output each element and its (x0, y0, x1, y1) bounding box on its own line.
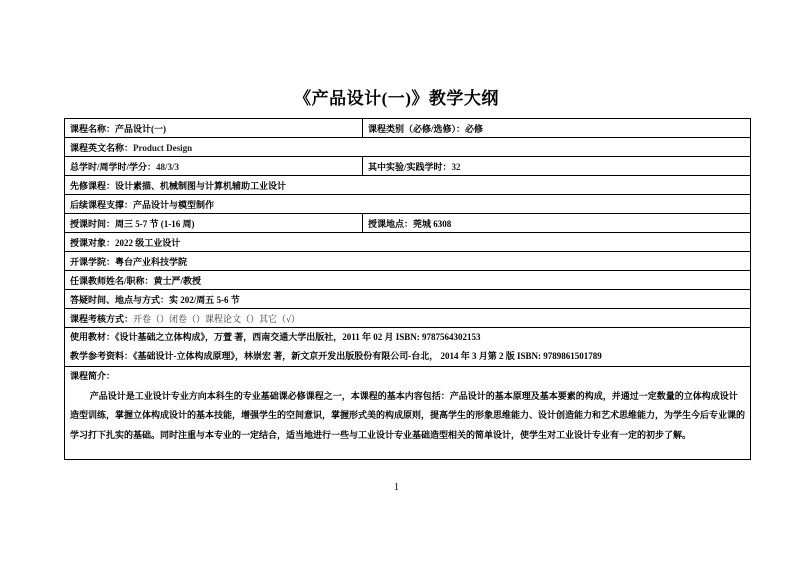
textbook: 《设计基础之立体构成》，万萱 著，西南交通大学出版社，2011 年 02 月 ISBN: 9787564302153 (115, 332, 481, 342)
lab-hours-cell (363, 157, 751, 176)
field-label: 授课对象： (70, 237, 116, 248)
reference: 《基础设计-立体构成原理》，林崇宏 著，新文京开发出版股份有限公司-台北， 2014 年 3 月第 2 版 ISBN: 9789861501789 (133, 351, 602, 361)
table-row (65, 252, 751, 271)
table-row (65, 290, 751, 309)
field-label: 课程名称： (70, 123, 116, 134)
field-label: 课程类别（必修/选修）： (368, 123, 466, 134)
textbook-line (70, 328, 750, 347)
teacher-cell (65, 271, 751, 290)
table-row (65, 195, 751, 214)
qa-cell (65, 290, 751, 309)
category-cell (363, 119, 751, 138)
field-label: 课程考核方式： (70, 313, 134, 324)
table-row (65, 328, 751, 367)
college: 粤台产业科技学院 (115, 256, 188, 267)
document-title: 《产品设计(一)》教学大纲 (294, 89, 499, 108)
table-row (65, 214, 751, 233)
audience-cell (65, 233, 751, 252)
qa: 实 202/周五 5-6 节 (169, 294, 240, 305)
field-label: 使用教材： (70, 332, 116, 342)
table-row (65, 157, 751, 176)
hours-cell (65, 157, 363, 176)
field-label: 总学时/周学时/学分： (70, 161, 157, 172)
field-label: 任课教师姓名/职称： (70, 275, 154, 286)
english-name: Product Design (133, 142, 193, 153)
field-label: 教学参考资料： (70, 351, 134, 361)
field-label: 授课时间： (70, 218, 116, 229)
reference-line (70, 347, 750, 366)
place: 莞城 6308 (413, 218, 452, 229)
college-cell (65, 252, 751, 271)
field-label: 其中实验/实践学时： (368, 161, 452, 172)
page-number: 1 (394, 482, 399, 493)
materials-cell (65, 328, 751, 367)
table-row (65, 271, 751, 290)
intro-cell (65, 367, 751, 460)
field-label: 先修课程： (70, 180, 116, 191)
course-name-cell (65, 119, 363, 138)
prereq-cell (65, 176, 751, 195)
exam-cell (65, 309, 751, 328)
field-label: 答疑时间、地点与方式： (70, 294, 170, 305)
exam: 开卷（）闭卷（）课程论文（）其它（√） (133, 313, 300, 324)
prereq: 设计素描、机械制图与计算机辅助工业设计 (115, 180, 287, 191)
english-name-cell (65, 138, 751, 157)
hours: 48/3/3 (156, 161, 180, 172)
intro-label: 课程简介： (70, 371, 116, 381)
teacher: 黄士严/教授 (153, 275, 202, 286)
course-name: 产品设计(一) (115, 123, 167, 134)
intro-text: 产品设计是工业设计专业方向本科生的专业基础课必修课程之一，本课程的基本内容包括：产品设计的基本原理及基本要素的构成，并通过一定数量的立体构成设计造型训练，掌握立体构成设计的基本技能，增强学生的空间意识，掌握形式美的构成原则，提高学生的形象思维能力、设计创造能力和艺术思维能力，为学生今后专业课的学习打下扎实的基础。同时注重与本专业的一定结合，适当地进行一些与工业设计专业基础造型相关的简单设计，使学生对工业设计专业有一定的初步了解。 (70, 390, 746, 440)
time-cell (65, 214, 363, 233)
field-label: 授课地点： (368, 218, 414, 229)
table-row (65, 176, 751, 195)
table-row (65, 367, 751, 460)
field-label: 开课学院： (70, 256, 116, 267)
table-row (65, 119, 751, 138)
time: 周三 5-7 节 (1-16 周) (115, 218, 195, 229)
followup: 产品设计与模型制作 (133, 199, 215, 210)
followup-cell (65, 195, 751, 214)
table-row (65, 309, 751, 328)
audience: 2022 级工业设计 (115, 237, 181, 248)
table-row (65, 233, 751, 252)
lab-hours: 32 (451, 161, 461, 172)
table-row (65, 138, 751, 157)
syllabus-table (64, 118, 751, 460)
category: 必修 (465, 123, 484, 134)
field-label: 课程英文名称： (70, 142, 134, 153)
place-cell (363, 214, 751, 233)
field-label: 后续课程支撑： (70, 199, 134, 210)
